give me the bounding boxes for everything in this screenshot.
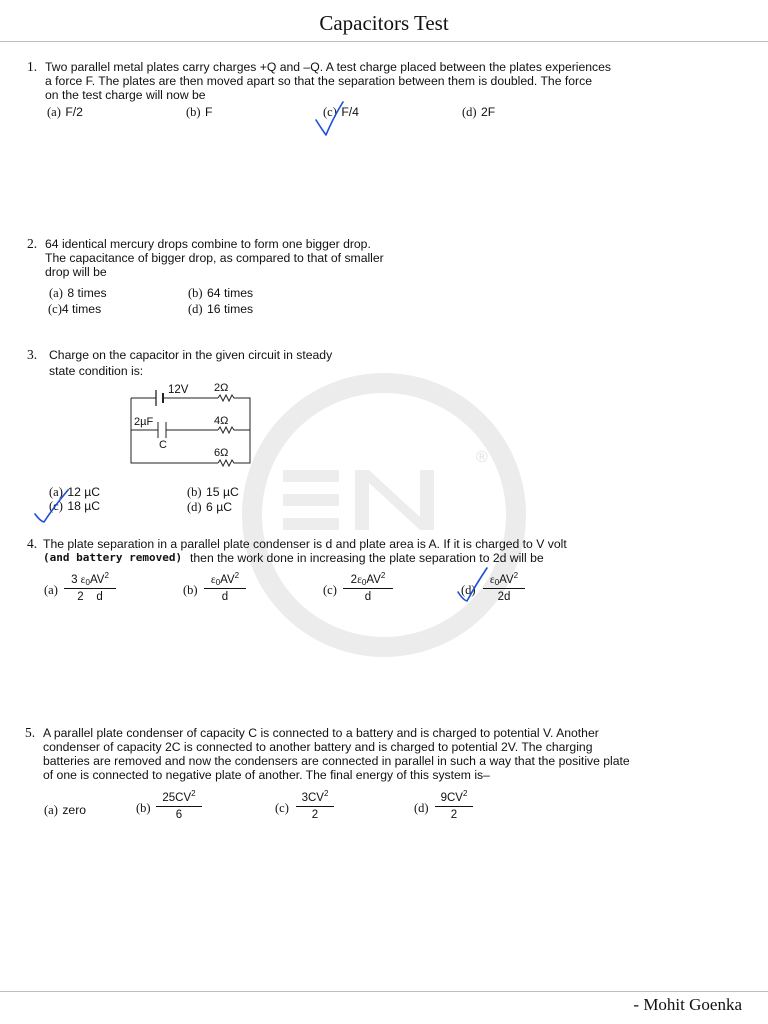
exponent: 2: [323, 789, 329, 798]
r1-label: 2Ω: [214, 382, 229, 394]
numerator: 3CV: [301, 792, 324, 804]
exponent: 2: [234, 571, 240, 580]
option-label: (c): [49, 499, 63, 513]
question-number: 4.: [27, 536, 38, 551]
option-label: (b): [186, 105, 201, 119]
numerator: AV: [499, 574, 514, 586]
denominator-coef: 2: [77, 591, 84, 603]
denominator: d: [364, 591, 372, 603]
option-label: (b): [188, 286, 203, 300]
numerator: AV: [89, 574, 105, 586]
option-text: 8 times: [67, 286, 107, 300]
r3-label: 6Ω: [214, 447, 229, 459]
coefficient: 3: [71, 574, 78, 586]
option-label: (a): [49, 286, 63, 300]
epsilon-subscript: 0: [85, 578, 90, 587]
option-text: zero: [62, 803, 87, 817]
epsilon-subscript: 0: [494, 578, 500, 587]
option-label: (b): [187, 485, 202, 499]
tick-q4-d: [458, 568, 487, 601]
question-number: 5.: [25, 725, 36, 740]
option-label: (d): [188, 302, 203, 316]
footer-divider: [0, 991, 768, 992]
option-label: (a): [44, 583, 58, 597]
denominator: d: [96, 591, 103, 603]
coefficient: 2: [350, 574, 358, 586]
question-text-note: (and battery removed): [43, 551, 183, 564]
option-text: 15 µC: [206, 485, 239, 499]
question-text-line: 64 identical mercury drops combine to form one bigger drop.: [45, 237, 371, 251]
option-label: (c): [323, 583, 337, 597]
registered-mark: ®: [476, 449, 488, 466]
option-label: (b): [183, 583, 198, 597]
question-text-line: a force F. The plates are then moved apart so that the separation between them is doubled. The force: [45, 74, 592, 88]
tick-q1-c: [316, 102, 343, 135]
denominator: 2d: [497, 591, 511, 603]
denominator: 6: [175, 809, 183, 821]
epsilon-symbol: ε: [210, 574, 216, 586]
question-text-line: Charge on the capacitor in the given circuit in steady: [49, 348, 333, 362]
question-text-line: state condition is:: [49, 364, 144, 378]
option-label: (d): [187, 500, 202, 514]
option-text: 64 times: [207, 286, 254, 300]
option-text: 18 µC: [67, 499, 101, 513]
denominator: 2: [311, 809, 319, 821]
capacitor-label: 2µF: [134, 416, 154, 428]
question-text-line: batteries are removed and now the condensers are connected in parallel in such a way that the positive plate: [43, 754, 630, 768]
option-label: (c): [48, 302, 62, 316]
option-label: (c): [323, 105, 337, 119]
question-number: 3.: [27, 347, 38, 362]
question-text-line: The capacitance of bigger drop, as compared to that of smaller: [45, 251, 384, 265]
epsilon-subscript: 0: [361, 578, 367, 587]
question-number: 1.: [27, 59, 38, 74]
denominator: 2: [450, 809, 458, 821]
footer-author: - Mohit Goenka: [633, 995, 742, 1014]
numerator: AV: [220, 574, 235, 586]
tick-q3-c: [35, 490, 68, 522]
option-text: F/4: [341, 105, 359, 119]
option-label: (a): [49, 485, 63, 499]
denominator: d: [221, 591, 229, 603]
epsilon-symbol: ε: [80, 574, 86, 586]
question-text-line: A parallel plate condenser of capacity C is connected to a battery and is charged to potential V. Another: [43, 726, 599, 740]
option-label: (c): [275, 801, 289, 815]
question-text-line: of one is connected to negative plate of another. The final energy of this system is–: [43, 768, 490, 782]
option-label: (a): [44, 803, 58, 817]
epsilon-symbol: ε: [489, 574, 495, 586]
numerator: 25CV: [162, 792, 192, 804]
option-label: (a): [47, 105, 61, 119]
battery-label: 12V: [168, 384, 189, 396]
capacitor-name: C: [159, 439, 167, 451]
question-text-line: on the test charge will now be: [45, 88, 206, 102]
option-text: 2F: [481, 105, 496, 119]
epsilon-symbol: ε: [357, 574, 362, 586]
option-text: F/2: [65, 105, 83, 119]
exponent: 2: [513, 571, 519, 580]
option-text: 6 µC: [206, 500, 233, 514]
question-text-line: drop will be: [45, 265, 107, 279]
numerator: AV: [366, 574, 381, 586]
question-text-line: condenser of capacity 2C is connected to another battery and is charged to potential 2V. The charging: [43, 740, 593, 754]
question-text-line: The plate separation in a parallel plate condenser is d and plate area is A. If it is charged to V volt: [43, 537, 567, 551]
exponent: 2: [191, 789, 196, 798]
r2-label: 4Ω: [214, 415, 229, 427]
option-text: F: [205, 105, 213, 119]
option-text: 4 times: [61, 302, 102, 316]
exponent: 2: [104, 571, 109, 580]
option-label: (d): [414, 801, 429, 815]
page-title: Capacitors Test: [319, 11, 449, 35]
option-label: (d): [461, 583, 476, 597]
epsilon-subscript: 0: [215, 578, 221, 587]
exponent: 2: [462, 789, 468, 798]
option-label: (d): [462, 105, 477, 119]
question-number: 2.: [27, 236, 38, 251]
numerator: 9CV: [440, 792, 463, 804]
option-label: (b): [136, 801, 151, 815]
option-text: 16 times: [207, 302, 254, 316]
exponent: 2: [380, 571, 386, 580]
question-text-line: Two parallel metal plates carry charges +Q and –Q. A test charge placed between the plates experiences: [45, 60, 612, 74]
question-text-line: then the work done in increasing the plate separation to 2d will be: [190, 551, 544, 565]
option-text: 12 µC: [67, 485, 101, 499]
